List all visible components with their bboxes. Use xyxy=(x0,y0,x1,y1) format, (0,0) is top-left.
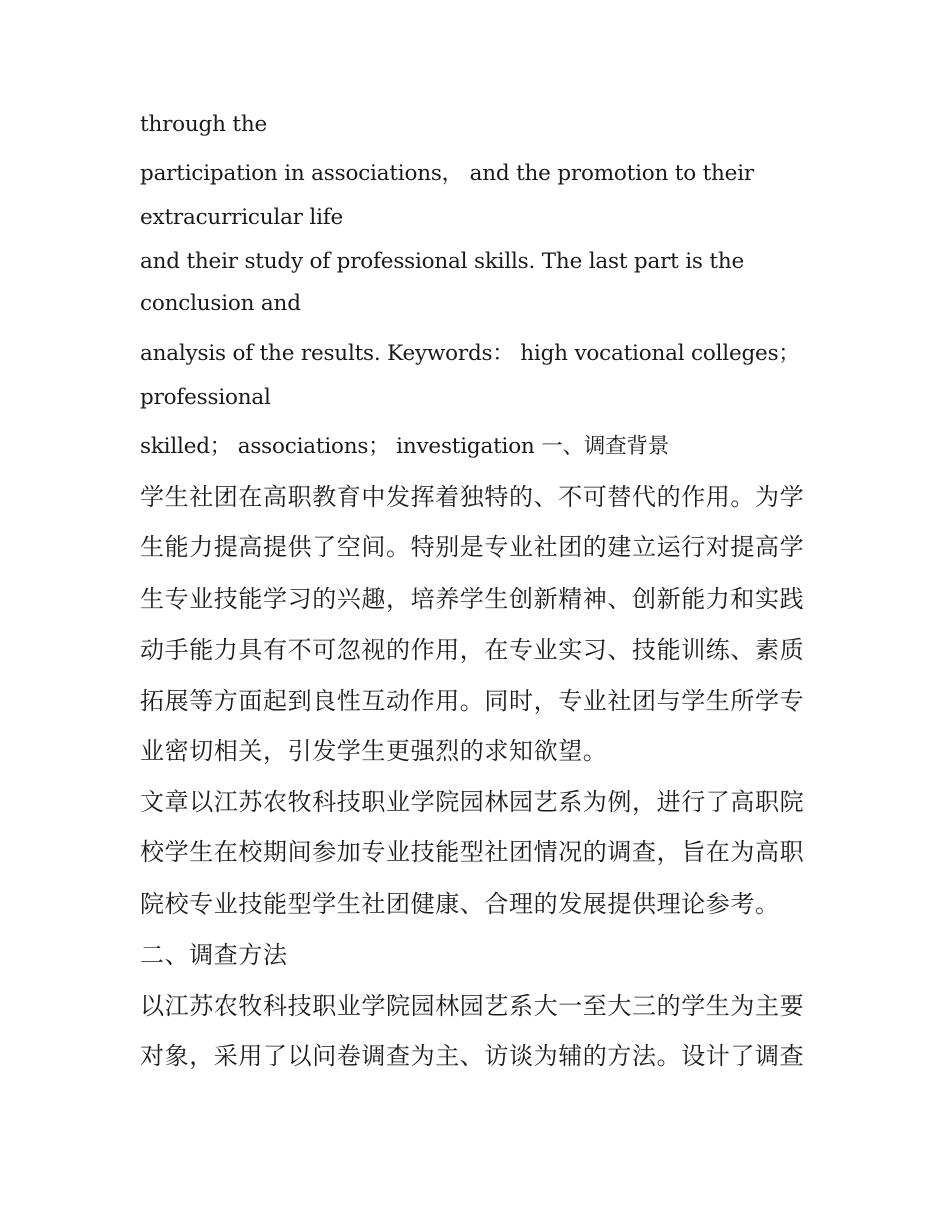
purpose-line: 校学生在校期间参加专业技能型社团情况的调查，旨在为高职 xyxy=(140,838,805,866)
section-heading: 二、调查方法 xyxy=(140,941,288,969)
abstract-line: conclusion and xyxy=(140,291,301,316)
background-line: 生专业技能学习的兴趣，培养学生创新精神、创新能力和实践 xyxy=(140,585,805,613)
abstract-line: through the xyxy=(140,112,268,137)
background-line: 学生社团在高职教育中发挥着独特的、不可替代的作用。为学 xyxy=(140,483,805,511)
abstract-line: extracurricular life xyxy=(140,205,344,230)
background-line: 动手能力具有不可忽视的作用，在专业实习、技能训练、素质 xyxy=(140,636,805,664)
abstract-line: participation in associations， and the promotion to their xyxy=(140,161,754,186)
background-line: 业密切相关，引发学生更强烈的求知欲望。 xyxy=(140,737,608,765)
purpose-line: 文章以江苏农牧科技职业学院园林园艺系为例，进行了高职院 xyxy=(140,788,805,816)
method-line: 对象，采用了以问卷调查为主、访谈为辅的方法。设计了调查 xyxy=(140,1042,805,1070)
purpose-line: 院校专业技能型学生社团健康、合理的发展提供理论参考。 xyxy=(140,890,780,918)
abstract-line: skilled； associations； investigation 一、调查背景 xyxy=(140,434,670,459)
background-line: 生能力提高提供了空间。特别是专业社团的建立运行对提高学 xyxy=(140,533,805,561)
abstract-line: analysis of the results. Keywords： high vocational colleges； xyxy=(140,341,800,366)
method-line: 以江苏农牧科技职业学院园林园艺系大一至大三的学生为主要 xyxy=(140,992,805,1020)
background-line: 拓展等方面起到良性互动作用。同时，专业社团与学生所学专 xyxy=(140,687,805,715)
abstract-line: and their study of professional skills. The last part is the xyxy=(140,249,745,274)
abstract-line: professional xyxy=(140,385,271,410)
